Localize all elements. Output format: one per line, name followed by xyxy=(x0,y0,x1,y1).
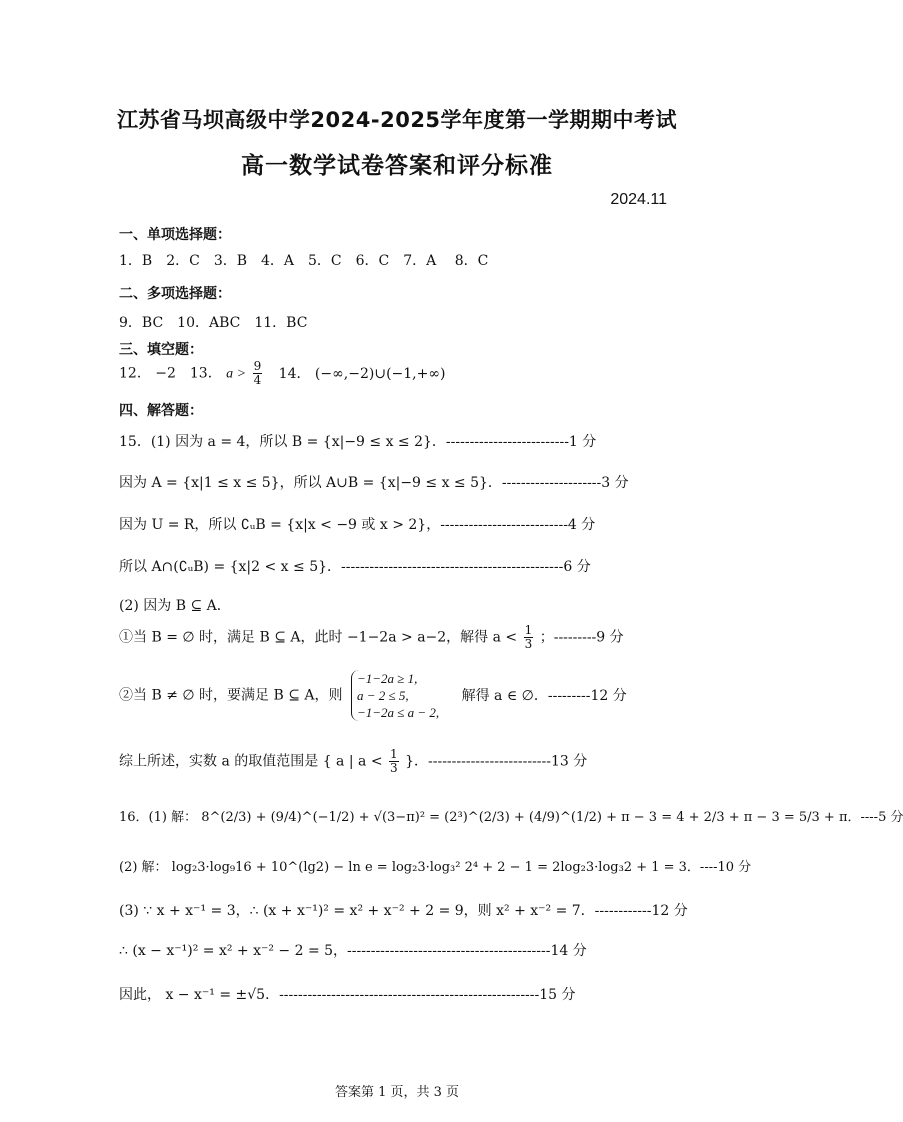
exam-subtitle: 高一数学试卷答案和评分标准 xyxy=(241,153,553,179)
q15-line-7: ②当 B ≠ ∅ 时，要满足 B ⊆ A，则 −1−2a ≥ 1, a − 2 ≤ 5, −1−2a ≤ a − 2, 解得 a ∈ ∅．---------12 分 xyxy=(119,671,627,720)
answers-fill-blank xyxy=(119,360,445,387)
fraction-9-4: $\frac{9}{4}$ xyxy=(253,359,262,387)
exam-title: 江苏省马坝高级中学2024-2025学年度第一学期期中考试 xyxy=(116,108,678,132)
q15-line-4: 所以 A∩(∁ᵤB) = {x|2 < x ≤ 5}．-----------------------------------------------6 分 xyxy=(119,559,591,575)
section-multi-choice: 二、多项选择题： xyxy=(119,286,231,302)
q16-line-1: 16．(1) 解： 8^(2/3) + (9/4)^(−1/2) + √(3−π)² = (2³)^(2/3) + (4/9)^(1/2) + π − 3 = 4 + 2/3 + π − 3 = 5/3 + π．----5 分 xyxy=(119,810,903,825)
q15-line-6: ①当 B = ∅ 时，满足 B ⊆ A，此时 −1−2a > a−2，解得 a < $\frac{1}{3}$ ；---------9 分 xyxy=(119,623,624,651)
section-solutions: 四、解答题： xyxy=(119,403,203,419)
answer-14: 14． (−∞,−2)∪(−1,+∞) xyxy=(278,365,446,382)
fraction-1-3-b: $\frac{1}{3}$ xyxy=(390,747,398,775)
section-fill-blank: 三、填空题： xyxy=(119,342,203,358)
q15-line-2: 因为 A = {x|1 ≤ x ≤ 5}，所以 A∪B = {x|−9 ≤ x ≤ 5}．---------------------3 分 xyxy=(119,475,629,491)
answers-multi-choice: 9．BC 10．ABC 11．BC xyxy=(119,315,308,331)
q15-line-1: 15．(1) 因为 a = 4，所以 B = {x|−9 ≤ x ≤ 2}．--------------------------1 分 xyxy=(119,434,597,450)
page-footer: 答案第 1 页，共 3 页 xyxy=(334,1085,460,1100)
fraction-1-3: $\frac{1}{3}$ xyxy=(524,623,533,651)
section-single-choice: 一、单项选择题： xyxy=(119,227,231,243)
q15-line-3: 因为 U = R，所以 ∁ᵤB = {x|x < −9 或 x > 2}，---------------------------4 分 xyxy=(119,517,596,533)
q16-line-5: 因此， x − x⁻¹ = ±√5．-------------------------------------------------------15 分 xyxy=(119,987,576,1003)
q16-line-4: ∴ (x − x⁻¹)² = x² + x⁻² − 2 = 5，-------------------------------------------14 分 xyxy=(119,943,587,959)
answers-single-choice: 1．B 2．C 3．B 4．A 5．C 6．C 7．A 8．C xyxy=(119,253,489,269)
q15-line-5: (2) 因为 B ⊆ A． xyxy=(119,598,231,614)
answer-12-13-prefix: 12． −2 13． xyxy=(119,365,222,382)
answer-13-ineq: a > xyxy=(226,366,247,382)
q16-line-2: (2) 解： log₂3·log₉16 + 10^(lg2) − ln e = log₂3·log₃² 2⁴ + 2 − 1 = 2log₂3·log₃2 + 1 = 3．----10 分 xyxy=(119,860,752,875)
q16-line-3: (3) ∵ x + x⁻¹ = 3，∴ (x + x⁻¹)² = x² + x⁻² + 2 = 9，则 x² + x⁻² = 7．------------12 分 xyxy=(119,903,688,919)
q15-line-8: 综上所述，实数 a 的取值范围是 { a | a < $\frac{1}{3}$ }．--------------------------13 分 xyxy=(119,747,588,775)
exam-date: 2024.11 xyxy=(610,191,667,208)
inequality-system: −1−2a ≥ 1, a − 2 ≤ 5, −1−2a ≤ a − 2, xyxy=(351,670,439,721)
